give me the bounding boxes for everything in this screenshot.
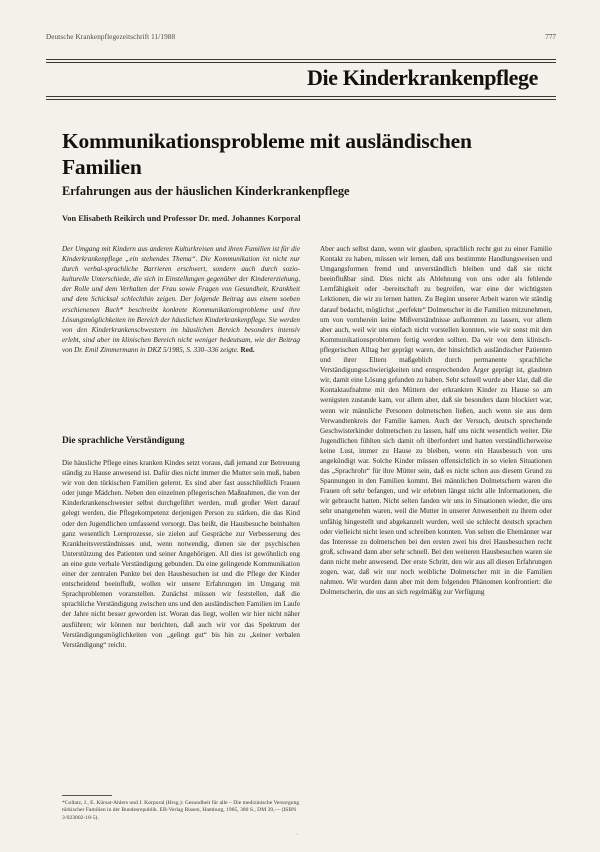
page-number: 777 — [545, 33, 556, 41]
section-rule-top — [46, 59, 556, 60]
article-title: Kommunikationsprobleme mit ausländischen Familien — [62, 129, 472, 179]
lead-text: Der Umgang mit Kindern aus anderen Kulturkreisen und ihren Familien ist für die Kinderkrankenpflege „ein stehendes Thema“. Die Kommunikation ist nicht nur durch verbal-sprachliche Barrieren erschwert, sondern auch durch sozio-kulturelle Unterschiede, die sich in Einstellungen gegenüber der Kindererziehung, der Rolle und dem Verhalten der Frau sowie Fragen von Gesundheit, Krankheit und dem Schicksal schlechthin zeigen. Der folgende Beitrag aus einem soeben erschienenen Buch* beschreibt konkrete Kommunikationsprobleme und ihre Lösungsmöglichkeiten im Bereich der häuslichen Kinderkrankenpflege. Sie werden von den Kinderkrankenschwestern im häuslichen Bereich besonders intensiv erlebt, sind aber im klinischen Bereich nicht weniger bedeutsam, wie der Beitrag von Dr. Emil Zimmermann in DKZ 5/1985, S. 330–336 zeigte. — [62, 245, 300, 354]
journal-name: Deutsche Krankenpflegezeitschrift 11/1988 — [46, 33, 176, 41]
footnote-rule — [62, 795, 112, 796]
section-rule-top-thin — [46, 62, 556, 63]
section-title: Die Kinderkrankenpflege — [307, 65, 538, 90]
section-heading: Die sprachliche Verständigung — [62, 436, 185, 446]
editorial-mark: Red. — [240, 345, 255, 354]
lead-column — [62, 244, 300, 355]
page-mark: · — [296, 832, 298, 838]
running-head — [46, 33, 556, 45]
section-rule-bottom-thin — [46, 96, 556, 97]
left-body-column — [62, 458, 300, 650]
article-authors: Von Elisabeth Reikirch und Professor Dr. med. Johannes Korporal — [62, 214, 301, 223]
body-right-paragraph: Aber auch selbst dann, wenn wir glauben, sprachlich recht gut zu einer Familie Kontakt zu haben, müssen wir lernen, daß uns bestimmte Handlungsweisen und Umgangsformen fremd und unverständlich bleiben und daß sie nicht beeinflußbar sind. Dies nicht als Ablehnung von uns oder als fehlende Lernfähigkeit oder -bereitschaft zu begreifen, war eine der wichtigsten Lektionen, die wir zu lernen hatten. Zu Beginn unserer Arbeit waren wir ständig darauf bedacht, möglichst „perfekte“ Dolmetscher in die Familien mitzunehmen, um von vornherein keine Mißverständnisse aufkommen zu lassen, vor allem aber auch, weil wir uns einfach nicht vorstellen konnten, wie wir sonst mit den Kommunikationsproblemen fertig werden sollten. Da wir von dem klinisch-pflegerischen Alltag her geprägt waren, der hinsichtlich ausländischer Patienten und ihrer Eltern maßgeblich durch permanente sprachliche Verständigungsschwierigkeiten und entsprechenden Ärger geprägt ist, glaubten wir, damit eine Lösung gefunden zu haben. Sehr schnell wurde aber klar, daß die Kontaktaufnahme mit den Müttern der erkrankten Kinder zu Hause so am wenigsten zustande kam, vor allem aber, daß sie besonders dann blockiert war, wenn wir männliche Personen dolmetschen ließen, auch wenn sie aus dem Verwandtenkreis der Familie kamen. Auch der Versuch, deutsch sprechende Geschwisterkinder dolmetschen zu lassen, half uns nicht wesentlich weiter. Die Jugendlichen fühlten sich damit oft überfordert und hatten verständlicherweise keine Lust, immer zu Hause zu bleiben, wenn ein Hausbesuch von uns angekündigt war. Solche Kinder müssen offensichtlich in so vielen Situationen das „Sprachrohr“ für ihre Mütter sein, daß es nicht schon aus diesem Grund zu Spannungen in den Familien kommt. Bei männlichen Dolmetschern waren die Frauen oft sehr befangen, und wir erlebten längst nicht alle Informationen, die wir gebraucht hatten. Nicht selten fanden wir uns in Situationen wieder, die uns sehr unangenehm waren, weil die Mutter in unserer Anwesenheit zu ihrem oder unfähig hingestellt und abgekanzelt wurden, weil sie schlecht deutsch sprachen oder vielleicht nicht lesen und schreiben konnten. Von selten die Ehemänner war das Interesse zu dolmetschen bei den ersten zwei bis drei Hausbesuchen recht groß, schwand dann aber sehr schnell. Bei den weiteren Hausbesuchen waren sie dann nicht mehr anwesend. Der erste Schritt, den wir aus all diesen Erfahrungen zogen, war, daß wir nur noch weibliche Dolmetscher mit in die Familien nahmen. Wir wurden dann aber mit dem folgenden Phänomen konfrontiert: die Dolmetscherin, die uns an sich regelmäßig zur Verfügung — [320, 245, 552, 597]
footnote: *Collatz, J., E. Kürsat-Ahlers und J. Korporal (Hrsg.): Gesundheit für alle – Die medizinische Versorgung türkischer Familien in der Bundesrepublik. EB-Verlag Rissen, Hamburg, 1985, 380 S., DM 39,— (ISBN 3-923002-18-5). — [62, 800, 300, 821]
body-left-paragraph: Die häusliche Pflege eines kranken Kindes setzt voraus, daß jemand zur Betreuung ständig zu Hause anwesend ist. Dafür dies nicht immer die Mutter sein muß, haben wir von den türkischen Familien gelernt. Es sind aber fast ausschließlich Frauen oder junge Mädchen. Neben den einzelnen pflegerischen Maßnahmen, die von der Kinderkrankenschwester selbst durchgeführt werden, muß großer Wert darauf gelegt werden, die Pflegekompetenz derjenigen Person zu stärken, die das Kind oder den Jugendlichen umfassend versorgt. Das heißt, die Hausbesuche beinhalten ganz wesentlich Lernprozesse, sie zielen auf Gespräche zur Verbesserung des Krankheitsverständnisses und, wenn notwendig, dienen sie der psychischen Unterstützung des Patienten und seiner Angehörigen. All dies ist gewöhnlich eng an eine gute verbale Verständigung gebunden. Da eine gelingende Kommunikation einer der zentralen Punkte bei den Hausbesuchen ist und die Pflege der Kinder entscheidend beeinflußt, wollen wir unsere Erfahrungen im Umgang mit Sprachproblemen voranstellen. Zunächst müssen wir feststellen, daß die sprachliche Verständigung zwischen uns und den ausländischen Familien im Laufe der Jahre nicht besser geworden ist. Woran das liegt, wollen wir hier nicht näher ausführen; wir können nur berichten, daß auch wir vor das Spektrum der Verständigungsmöglichkeiten von „gelingt gut“ bis hin zu „keiner verbalen Verständigung“ reicht. — [62, 459, 300, 649]
article-subtitle: Erfahrungen aus der häuslichen Kinderkrankenpflege — [62, 184, 350, 198]
section-rule-bottom — [46, 99, 556, 100]
right-body-column — [320, 244, 552, 597]
lead-paragraph — [62, 244, 300, 355]
